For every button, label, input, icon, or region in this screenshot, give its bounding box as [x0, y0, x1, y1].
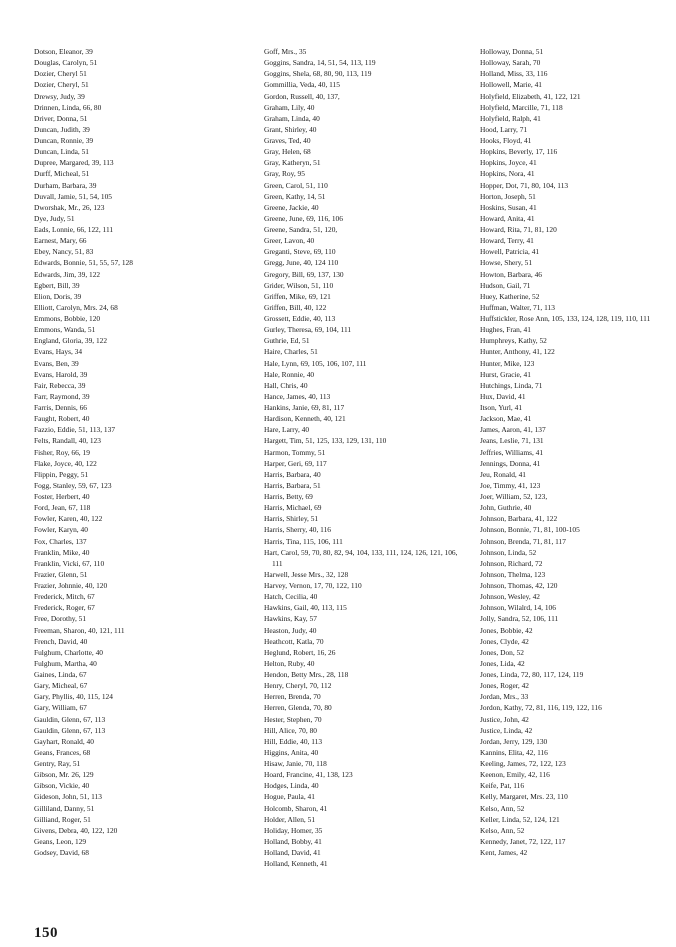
index-entry: Howell, Patricia, 41 [480, 247, 540, 257]
index-entry: Harris, Shirley, 51 [264, 514, 319, 524]
index-entry: Heaston, Judy, 40 [264, 625, 317, 635]
index-entry: Hughes, Fran, 41 [480, 325, 531, 335]
index-entry: Gayhart, Ronald, 40 [34, 736, 94, 746]
index-entry: Farr, Raymond, 39 [34, 391, 90, 401]
index-entry: Dworshak, Mr., 26, 123 [34, 202, 105, 212]
index-entry: Green, Carol, 51, 110 [264, 180, 328, 190]
index-entry: Jeffries, Williams, 41 [480, 447, 544, 457]
index-entry: Johnson, Bonnie, 71, 81, 100-105 [480, 525, 580, 535]
index-entry: Fulghum, Charlotte, 40 [34, 647, 103, 657]
index-entry: Kelly, Margaret, Mrs. 23, 110 [480, 792, 568, 802]
index-entry: Harvey, Vernon, 17, 70, 122, 110 [264, 581, 362, 590]
index-entry: Goggins, Sandra, 14, 51, 54, 113, 119 [264, 58, 376, 68]
index-entry: Johnson, Wilalrd, 14, 106 [480, 603, 556, 613]
index-entry: Ford, Jean, 67, 118 [34, 503, 91, 513]
index-entry: Kelso, Ann, 52 [480, 803, 525, 813]
index-entry: Johnson, Richard, 72 [480, 558, 543, 568]
index-entry: Henry, Cheryl, 70, 112 [264, 681, 332, 691]
index-entry: Kent, James, 42 [480, 848, 528, 857]
index-entry: Fox, Charles, 137 [34, 536, 87, 546]
index-entry: Fazzio, Eddie, 51, 113, 137 [34, 425, 116, 435]
index-entry: Jeans, Leslie, 71, 131 [480, 436, 544, 446]
index-column-3 [480, 46, 670, 858]
index-entry: Goff, Mrs., 35 [264, 47, 307, 56]
index-entry: Hooks, Floyd, 41 [480, 136, 532, 145]
index-entry: Holiday, Homer, 35 [264, 825, 323, 835]
index-entry: Justice, John, 42 [480, 714, 529, 724]
index-entry: Harris, Barbara, 40 [264, 469, 321, 479]
index-entry: Goggins, Shela, 68, 80, 90, 113, 119 [264, 69, 372, 79]
index-entry: Frazier, Glenn, 51 [34, 569, 88, 579]
index-entry: Driver, Donna, 51 [34, 113, 88, 123]
index-entry: Gary, Micheal, 67 [34, 681, 88, 691]
index-entry: Holcomb, Sharon, 41 [264, 803, 328, 813]
index-entry: Gregg, June, 40, 124 110 [264, 258, 339, 268]
index-entry: Griffen, Mike, 69, 121 [264, 291, 331, 301]
index-entry: Johnson, Barbara, 41, 122 [480, 514, 558, 524]
index-entry: Hance, James, 40, 113 [264, 391, 331, 401]
index-entry: Harris, Sherry, 40, 116 [264, 525, 331, 535]
index-entry: Gray, Helen, 68 [264, 147, 311, 157]
index-entry: Keenon, Emily, 42, 116 [480, 770, 550, 780]
index-entry: Harris, Barbara, 51 [264, 480, 321, 490]
index-entry: Dotson, Eleanor, 39 [34, 47, 93, 56]
index-entry: Hopkins, Nora, 41 [480, 169, 535, 179]
index-entry: Drewsy, Judy, 39 [34, 91, 85, 101]
index-entry: Hollowell, Marie, 41 [480, 80, 542, 90]
index-entry: Hardison, Kenneth, 40, 121 [264, 414, 346, 424]
index-entry: Gray, Katheryn, 51 [264, 158, 321, 168]
index-entry: Greene, Sandra, 51, 120, [264, 225, 338, 234]
index-entry: Johnson, Wesley, 42 [480, 592, 540, 602]
index-entry: England, Gloria, 39, 122 [34, 336, 108, 346]
index-entry: Holyfield, Ralph, 41 [480, 113, 541, 123]
index-entry: Holland, Miss, 33, 116 [480, 69, 548, 79]
index-entry: Fulghum, Martha, 40 [34, 658, 97, 668]
index-entry: John, Guthrie, 40 [480, 503, 532, 513]
index-entry: Harris, Tina, 115, 106, 111 [264, 536, 343, 546]
index-entry: Hux, David, 41 [480, 391, 526, 401]
index-entry: Gilliland, Danny, 51 [34, 803, 95, 813]
index-entry: Gordon, Russell, 40, 137, [264, 91, 340, 101]
index-entry: Holloway, Donna, 51 [480, 47, 544, 56]
index-entry: Drinnen, Linda, 66, 80 [34, 102, 102, 112]
index-entry: Kennedy, Janet, 72, 122, 117 [480, 836, 566, 846]
index-entry: Hare, Larry, 40 [264, 425, 310, 435]
index-entry: Greene, June, 69, 116, 106 [264, 213, 343, 223]
index-entry: Franklin, Mike, 40 [34, 547, 90, 557]
index-column-2 [264, 46, 469, 869]
index-entry: Frazier, Johnnie, 40, 120 [34, 581, 108, 590]
index-entry: Holland, Kenneth, 41 [264, 859, 328, 869]
index-entry: Evans, Ben, 39 [34, 358, 79, 368]
index-entry: Hart, Carol, 59, 70, 80, 82, 94, 104, 133, 111, 124, 126, 121, 106, 111 [264, 547, 458, 568]
index-entry: Heglund, Robert, 16, 26 [264, 647, 336, 657]
index-entry: Durff, Micheal, 51 [34, 169, 90, 179]
index-entry: Felts, Randall, 40, 123 [34, 436, 101, 446]
index-entry: Kannins, Elita, 42, 116 [480, 747, 548, 757]
index-column-1 [34, 46, 234, 858]
index-entry: Jolly, Sandra, 52, 106, 111 [480, 614, 559, 624]
index-entry: Fisher, Roy, 66, 19 [34, 447, 90, 457]
index-entry: Holland, Bobby, 41 [264, 836, 322, 846]
index-entry: Johnson, Thomas, 42, 120 [480, 581, 558, 590]
index-entry: Howard, Anita, 41 [480, 213, 535, 223]
index-entry: Dupree, Margared, 39, 113 [34, 158, 114, 168]
index-entry: Hawkins, Kay, 57 [264, 614, 317, 624]
index-entry: Hill, Eddie, 40, 113 [264, 736, 323, 746]
index-entry: Jones, Don, 52 [480, 647, 524, 657]
index-entry: Howard, Terry, 41 [480, 236, 534, 246]
index-entry: Johnson, Linda, 52 [480, 547, 537, 557]
index-entry: Jones, Bobbie, 42 [480, 625, 533, 635]
index-entry: Hopkins, Joyce, 41 [480, 158, 537, 168]
index-entry: Gurley, Theresa, 69, 104, 111 [264, 325, 352, 335]
index-entry: Foster, Herbert, 40 [34, 492, 90, 501]
index-entry: Hunter, Anthony, 41, 122 [480, 347, 555, 357]
index-entry: Geans, Leon, 129 [34, 836, 87, 846]
index-entry: Geans, Frances, 68 [34, 747, 91, 757]
index-entry: Faught, Robert, 40 [34, 414, 90, 424]
index-entry: Douglas, Carolyn, 51 [34, 58, 98, 68]
index-entry: Hale, Ronnie, 40 [264, 369, 315, 379]
index-entry: Hudson, Gail, 71 [480, 280, 531, 290]
index-entry: Gilliand, Roger, 51 [34, 814, 91, 824]
index-entry: Eads, Lonnie, 66, 122, 111 [34, 225, 114, 234]
index-entry: Holyfield, Elizabeth, 41, 122, 121 [480, 91, 581, 101]
index-entry: Gauldin, Glenn, 67, 113 [34, 725, 106, 735]
index-entry: Edwards, Jim, 39, 122 [34, 269, 101, 279]
index-entry: Gaines, Linda, 67 [34, 670, 87, 679]
index-entry: Higgins, Anita, 40 [264, 747, 319, 757]
index-entry: Gibson, Vickie, 40 [34, 781, 90, 791]
index-entry: Jones, Roger, 42 [480, 681, 529, 691]
index-entry: Herren, Glenda, 70, 80 [264, 703, 332, 713]
index-entry: Flake, Joyce, 40, 122 [34, 458, 97, 468]
index-entry: Hargett, Tim, 51, 125, 133, 129, 131, 110 [264, 436, 387, 446]
index-entry: Keeling, James, 72, 122, 123 [480, 759, 566, 768]
index-entry: Green, Kathy, 14, 51 [264, 191, 326, 201]
index-entry: Griffen, Bill, 40, 122 [264, 302, 327, 312]
index-entry: Hoskins, Susan, 41 [480, 202, 537, 212]
index-entry: Duvall, Jamie, 51, 54, 105 [34, 191, 113, 201]
index-entry: Johnson, Brenda, 71, 81, 117 [480, 536, 566, 546]
index-entry: Joe, Timmy, 41, 123 [480, 480, 541, 490]
index-entry: Hester, Stephen, 70 [264, 714, 322, 724]
index-entry: Herren, Brenda, 70 [264, 692, 321, 702]
index-entry: Gauldin, Glenn, 67, 113 [34, 714, 106, 724]
index-entry: Keller, Linda, 52, 124, 121 [480, 814, 560, 824]
index-entry: Farris, Dennis, 66 [34, 403, 87, 412]
index-entry: Hall, Chris, 40 [264, 380, 308, 390]
index-entry: Hisaw, Janie, 70, 118 [264, 759, 327, 768]
index-entry: Jennings, Donna, 41 [480, 458, 541, 468]
index-entry: Hoard, Francine, 41, 138, 123 [264, 770, 353, 780]
index-entry: Jones, Linda, 72, 80, 117, 124, 119 [480, 670, 584, 679]
index-entry: Givens, Debra, 40, 122, 120 [34, 825, 118, 835]
index-entry: Johnson, Thelma, 123 [480, 569, 546, 579]
index-entry: Justice, Linda, 42 [480, 725, 533, 735]
index-entry: Greganti, Steve, 69, 110 [264, 247, 336, 257]
index-entry: Flippin, Peggy, 51 [34, 469, 89, 479]
index-entry: Elion, Doris, 39 [34, 291, 82, 301]
index-entry: Dye, Judy, 51 [34, 213, 75, 223]
index-entry: Jones, Lida, 42 [480, 658, 525, 668]
index-entry: Duncan, Judith, 39 [34, 124, 90, 134]
index-entry: Evans, Harold, 39 [34, 369, 88, 379]
index-entry: Graham, Lily, 40 [264, 102, 315, 112]
index-entry: French, David, 40 [34, 636, 88, 646]
index-entry: James, Aaron, 41, 137 [480, 425, 546, 435]
index-entry: Jeu, Ronald, 41 [480, 469, 526, 479]
index-entry: Emmons, Wanda, 51 [34, 325, 96, 335]
index-entry: Heathcott, Katla, 70 [264, 636, 324, 646]
index-entry: Guthrie, Ed, 51 [264, 336, 310, 346]
index-entry: Grant, Shirley, 40 [264, 124, 317, 134]
index-entry: Fair, Rebecca, 39 [34, 380, 86, 390]
index-entry: Free, Dorothy, 51 [34, 614, 87, 624]
index-entry: Jones, Clyde, 42 [480, 636, 529, 646]
index-entry: Hopper, Dot, 71, 80, 104, 113 [480, 180, 569, 190]
index-entry: Hutchings, Linda, 71 [480, 380, 543, 390]
index-entry: Fowler, Karen, 40, 122 [34, 514, 103, 524]
index-entry: Duncan, Ronnie, 39 [34, 136, 94, 145]
index-entry: Graham, Linda, 40 [264, 113, 320, 123]
index-entry: Gary, Phyllis, 40, 115, 124 [34, 692, 113, 702]
index-entry: Dozier, Cheryl 51 [34, 69, 87, 79]
index-entry: Harwell, Jesse Mrs., 32, 128 [264, 569, 349, 579]
index-entry: Grider, Wilson, 51, 110 [264, 280, 334, 290]
index-entry: Gregory, Bill, 69, 137, 130 [264, 269, 344, 279]
index-entry: Jordan, Mrs., 33 [480, 692, 529, 702]
index-entry: Gibson, Mr. 26, 129 [34, 770, 94, 780]
index-entry: Huffman, Walter, 71, 113 [480, 302, 555, 312]
index-entry: Holder, Allen, 51 [264, 814, 316, 824]
index-entry: Gary, William, 67 [34, 703, 87, 713]
index-entry: Grossett, Eddie, 40, 113 [264, 314, 336, 323]
index-entry: Godsey, David, 68 [34, 848, 89, 857]
index-entry: Huey, Katherine, 52 [480, 291, 540, 301]
index-entry: Gommillia, Veda, 40, 115 [264, 80, 340, 90]
index-entry: Greer, Lavon, 40 [264, 236, 315, 246]
index-entry: Duncan, Linda, 51 [34, 147, 90, 157]
index-entry: Earnest, Mary, 66 [34, 236, 87, 246]
index-entry: Huffstickler, Rose Ann, 105, 133, 124, 128, 119, 110, 111 [480, 314, 651, 323]
index-entry: Gray, Roy, 95 [264, 169, 305, 179]
index-entry: Howton, Barbara, 46 [480, 269, 542, 279]
index-entry: Hale, Lynn, 69, 105, 106, 107, 111 [264, 358, 367, 368]
index-entry: Hankins, Janie, 69, 81, 117 [264, 403, 345, 412]
index-entry: Hawkins, Gail, 40, 113, 115 [264, 603, 347, 613]
index-entry: Freeman, Sharon, 40, 121, 111 [34, 625, 125, 635]
index-entry: Hodges, Linda, 40 [264, 781, 319, 791]
index-entry: Jordon, Kathy, 72, 81, 116, 119, 122, 116 [480, 703, 602, 713]
index-entry: Hill, Alice, 70, 80 [264, 725, 317, 735]
index-entry: Haire, Charles, 51 [264, 347, 318, 357]
index-entry: Harris, Betty, 69 [264, 492, 313, 501]
page-number: 150 [34, 925, 58, 941]
index-entry: Hood, Larry, 71 [480, 124, 528, 134]
index-entry: Holloway, Sarah, 70 [480, 58, 541, 68]
index-entry: Gideson, John, 51, 113 [34, 792, 102, 802]
index-entry: Hatch, Cecilia, 40 [264, 592, 318, 602]
index-entry: Dozier, Cheryl, 51 [34, 80, 89, 90]
index-entry: Emmons, Bobbie, 120 [34, 314, 101, 323]
index-entry: Howard, Rita, 71, 81, 120 [480, 225, 557, 234]
index-entry: Greene, Jackie, 40 [264, 202, 319, 212]
index-entry: Horton, Joseph, 51 [480, 191, 536, 201]
index-entry: Ebey, Nancy, 51, 83 [34, 247, 94, 257]
index-entry: Gentry, Ray, 51 [34, 759, 81, 768]
index-entry: Holyfield, Marcille, 71, 118 [480, 102, 563, 112]
index-entry: Franklin, Vicki, 67, 110 [34, 558, 105, 568]
index-entry: Hunter, Mike, 123 [480, 358, 535, 368]
index-entry: Jordan, Jerry, 129, 130 [480, 736, 548, 746]
index-entry: Kelso, Ann, 52 [480, 825, 525, 835]
index-entry: Jackson, Mae, 41 [480, 414, 532, 424]
index-entry: Humphreys, Kathy, 52 [480, 336, 547, 346]
index-entry: Harris, Michael, 69 [264, 503, 322, 513]
index-entry: Harmon, Tommy, 51 [264, 447, 326, 457]
index-entry: Egbert, Bill, 39 [34, 280, 80, 290]
index-entry: Hogue, Paula, 41 [264, 792, 315, 802]
index-entry: Fowler, Karyn, 40 [34, 525, 88, 535]
index-entry: Howse, Shery, 51 [480, 258, 533, 268]
index-entry: Hopkins, Beverly, 17, 116 [480, 147, 558, 157]
index-entry: Joer, William, 52, 123, [480, 492, 548, 501]
index-entry: Holland, David, 41 [264, 848, 321, 857]
index-entry: Fogg, Stanley, 59, 67, 123 [34, 480, 112, 490]
index-entry: Hurst, Gracie, 41 [480, 369, 531, 379]
index-entry: Helton, Ruby, 40 [264, 658, 315, 668]
index-entry: Harper, Geri, 69, 117 [264, 458, 327, 468]
index-entry: Itson, Yurl, 41 [480, 403, 523, 412]
index-entry: Frederick, Mitch, 67 [34, 592, 95, 602]
index-entry: Graves, Ted, 40 [264, 136, 311, 145]
index-entry: Durham, Barbara, 39 [34, 180, 97, 190]
index-entry: Evans, Hays, 34 [34, 347, 83, 357]
index-entry: Elliott, Carolyn, Mrs. 24, 68 [34, 302, 118, 312]
index-entry: Keife, Pat, 116 [480, 781, 525, 791]
index-entry: Edwards, Bonnie, 51, 55, 57, 128 [34, 258, 133, 268]
index-entry: Frederick, Roger, 67 [34, 603, 95, 613]
index-entry: Hendon, Betty Mrs., 28, 118 [264, 670, 349, 679]
